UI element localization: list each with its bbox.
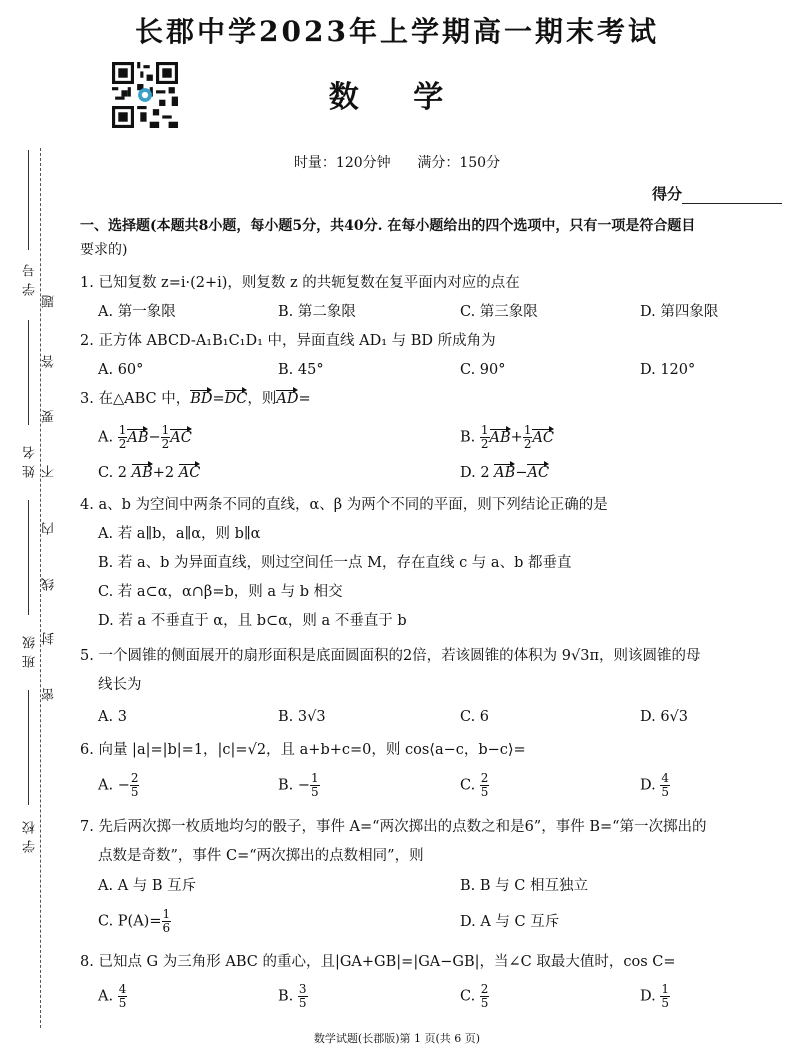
field-school-label: 学校 <box>22 815 38 853</box>
seal-char-3: 要 <box>42 410 57 423</box>
q3-c-vec-ac: AC <box>178 465 201 481</box>
q7-option-c <box>98 908 171 935</box>
frac-num: 1 <box>523 423 532 437</box>
q3-b-frac1 <box>480 424 490 451</box>
q6-a-frac <box>130 772 140 799</box>
q7-c-prefix: C. P(A)= <box>98 913 162 930</box>
q3-a-frac1 <box>118 424 128 451</box>
q3-a-prefix: A. <box>98 429 118 446</box>
q7-option-d: D. A 与 C 互斥 <box>460 914 560 930</box>
frac-den: 5 <box>661 996 669 1010</box>
frac-num: 4 <box>118 982 127 996</box>
seal-char-5: 内 <box>42 522 57 535</box>
q4-option-a: A. 若 a∥b，a∥α，则 b∥α <box>98 526 261 542</box>
q5-stem-1: 5. 一个圆锥的侧面展开的扇形面积是底面圆面积的2倍，若该圆锥的体积为 9√3π，则该圆锥的母 <box>80 648 701 664</box>
frac-num: 2 <box>130 771 139 785</box>
q6-a-prefix: A. − <box>98 777 130 794</box>
q8-option-d <box>640 983 670 1010</box>
frac-den: 5 <box>298 996 307 1010</box>
score-blank <box>682 189 782 204</box>
q3-option-b: B. $\frac{1}{2}$ AB+ $\frac{1}{2}$ AC <box>460 423 555 451</box>
q8-d-frac <box>660 983 670 1010</box>
q6-b-prefix: B. − <box>278 777 311 794</box>
q5-stem-2: 线长为 <box>98 677 142 693</box>
q8-b-prefix: B. <box>278 988 298 1005</box>
q8-d-prefix: D. <box>640 988 661 1005</box>
q6-option-a <box>98 772 139 799</box>
frac-den: 2 <box>161 437 170 451</box>
q8-a-frac <box>118 983 128 1010</box>
section-heading: 一、选择题(本题共8小题，每小题5分，共40分. 在每小题给出的四个选项中，只有一项是符合题目 <box>80 218 696 234</box>
frac-num: 1 <box>162 907 171 921</box>
q6-stem: 6. 向量 |a|=|b|=1，|c|=√2，且 a+b+c=0，则 cos⟨a−c，b−c⟩= <box>80 742 526 758</box>
field-school <box>10 815 50 857</box>
frac-num: 2 <box>480 771 489 785</box>
q1-option-d: D. 第四象限 <box>640 304 719 320</box>
q3-vector-ad: AD <box>276 391 299 407</box>
q8-b-frac <box>298 983 308 1010</box>
q6-option-b <box>278 772 320 799</box>
frac-den: 2 <box>480 437 489 451</box>
q4-option-c: C. 若 a⊂α，α∩β=b，则 a 与 b 相交 <box>98 584 343 600</box>
q3-option-a: A. $\frac{1}{2}$ AB− $\frac{1}{2}$ AC <box>98 423 192 451</box>
frac-den: 2 <box>118 437 127 451</box>
field-student-id <box>10 258 50 300</box>
q7-stem-1: 7. 先后两次掷一枚质地均匀的骰子，事件 A=“两次掷出的点数之和是6”，事件 B=“第一次掷出的 <box>80 819 707 835</box>
q6-c-prefix: C. <box>460 777 480 794</box>
frac-den: 5 <box>661 785 669 799</box>
frac-num: 4 <box>661 771 669 785</box>
q5-option-d: D. 6√3 <box>640 709 689 725</box>
q4-option-b: B. 若 a、b 为异面直线，则过空间任一点 M，存在直线 c 与 a、b 都垂直 <box>98 555 572 571</box>
field-school-blank <box>28 690 29 805</box>
q3-b-frac2 <box>523 424 533 451</box>
q8-stem: 8. 已知点 G 为三角形 ABC 的重心，且|GA+GB|=|GA−GB|，当∠C 取最大值时，cos C= <box>80 954 676 970</box>
q3-option-c: C. 2 AB+2 AC <box>98 465 201 481</box>
q7-c-frac <box>162 908 172 935</box>
frac-den: 5 <box>311 785 319 799</box>
q7-option-a: A. A 与 B 互斥 <box>98 878 197 894</box>
q4-option-d: D. 若 a 不垂直于 α，且 b⊂α，则 a 不垂直于 b <box>98 613 407 629</box>
frac-num: 2 <box>480 982 489 996</box>
q3-stem-post: ，则 <box>247 391 277 407</box>
seal-char-4: 不 <box>42 465 57 478</box>
q6-c-frac <box>480 772 490 799</box>
frac-num: 3 <box>298 982 307 996</box>
seal-char-6: 线 <box>42 578 57 591</box>
q3-c-vec-ab: AB <box>131 465 153 481</box>
q5-option-a: A. 3 <box>98 709 127 725</box>
q1-option-a: A. 第一象限 <box>98 304 176 320</box>
frac-num: 1 <box>661 982 669 996</box>
q1-option-b: B. 第二象限 <box>278 304 356 320</box>
score-box <box>652 183 782 204</box>
q6-d-prefix: D. <box>640 777 661 794</box>
q5-option-b: B. 3√3 <box>278 709 326 725</box>
score-label: 得分 <box>652 185 683 203</box>
q2-option-c: C. 90° <box>460 362 506 378</box>
exam-title: 长郡中学2023年上学期高一期末考试 <box>135 15 659 48</box>
section-heading-cont: 要求的) <box>80 242 128 258</box>
q3-b-prefix: B. <box>460 429 480 446</box>
time-and-full-score: 时量：120分钟 满分：150分 <box>293 155 501 171</box>
frac-den: 5 <box>480 785 489 799</box>
frac-den: 5 <box>130 785 139 799</box>
subject-title: 数 学 <box>328 80 466 115</box>
q3-d-prefix: D. 2 <box>460 465 490 481</box>
q3-b-vec-ac: AC <box>532 429 555 446</box>
seal-char-7: 封 <box>42 632 57 645</box>
frac-den: 5 <box>118 996 127 1010</box>
q6-option-d <box>640 772 670 799</box>
q2-option-b: B. 45° <box>278 362 324 378</box>
q3-stem-end: = <box>298 391 311 407</box>
q8-option-a <box>98 983 127 1010</box>
seal-char-8: 密 <box>42 688 57 701</box>
field-student-id-label: 学号 <box>22 258 38 296</box>
frac-den: 6 <box>162 921 171 935</box>
q3-a-vec-ac: AC <box>170 429 192 446</box>
q3-b-vec-ab: AB <box>489 429 511 446</box>
q3-d-vec-ac: AC <box>527 465 550 481</box>
q8-c-frac <box>480 983 490 1010</box>
frac-num: 1 <box>311 771 319 785</box>
q4-stem: 4. a、b 为空间中两条不同的直线，α、β 为两个不同的平面，则下列结论正确的是 <box>80 497 608 513</box>
q3-a-vec-ab: AB <box>127 429 149 446</box>
q7-stem-2: 点数是奇数”，事件 C=“两次掷出的点数相同”，则 <box>98 848 424 864</box>
q6-d-frac <box>660 772 670 799</box>
q1-option-c: C. 第三象限 <box>460 304 538 320</box>
frac-num: 1 <box>480 423 489 437</box>
frac-den: 2 <box>523 437 532 451</box>
q8-option-c <box>460 983 489 1010</box>
q3-d-vec-ab: AB <box>494 465 516 481</box>
q3-vector-dc: DC <box>224 391 248 407</box>
q2-stem: 2. 正方体 ABCD-A₁B₁C₁D₁ 中，异面直线 AD₁ 与 BD 所成角为 <box>80 333 496 349</box>
q7-option-b: B. B 与 C 相互独立 <box>460 878 588 894</box>
frac-num: 1 <box>118 423 127 437</box>
field-name-label: 姓名 <box>22 440 38 478</box>
q6-b-frac <box>310 772 320 799</box>
q6-option-c <box>460 772 489 799</box>
field-name-blank <box>28 320 29 425</box>
q8-a-prefix: A. <box>98 988 118 1005</box>
page-footer: 数学试题(长郡版)第 1 页(共 6 页) <box>313 1032 481 1045</box>
q3-stem: 3. 在△ABC 中，BD=DC，则AD= <box>80 391 311 407</box>
q3-vector-bd: BD <box>190 391 213 407</box>
frac-den: 5 <box>480 996 489 1010</box>
seal-char-1: 题 <box>42 295 57 308</box>
q5-option-c: C. 6 <box>460 709 490 725</box>
q3-option-d: D. 2 AB−AC <box>460 465 550 481</box>
q8-c-prefix: C. <box>460 988 480 1005</box>
field-class-label: 班级 <box>22 630 38 668</box>
q8-option-b <box>278 983 308 1010</box>
q3-stem-pre: 3. 在△ABC 中， <box>80 391 191 407</box>
q1-stem: 1. 已知复数 z=i·(2+i)，则复数 z 的共轭复数在复平面内对应的点在 <box>80 275 520 291</box>
q2-option-d: D. 120° <box>640 362 696 378</box>
q3-a-frac2 <box>161 424 171 451</box>
q2-option-a: A. 60° <box>98 362 144 378</box>
q3-c-prefix: C. 2 <box>98 465 128 481</box>
field-class-blank <box>28 500 29 615</box>
frac-num: 1 <box>161 423 170 437</box>
seal-char-2: 答 <box>42 355 57 368</box>
